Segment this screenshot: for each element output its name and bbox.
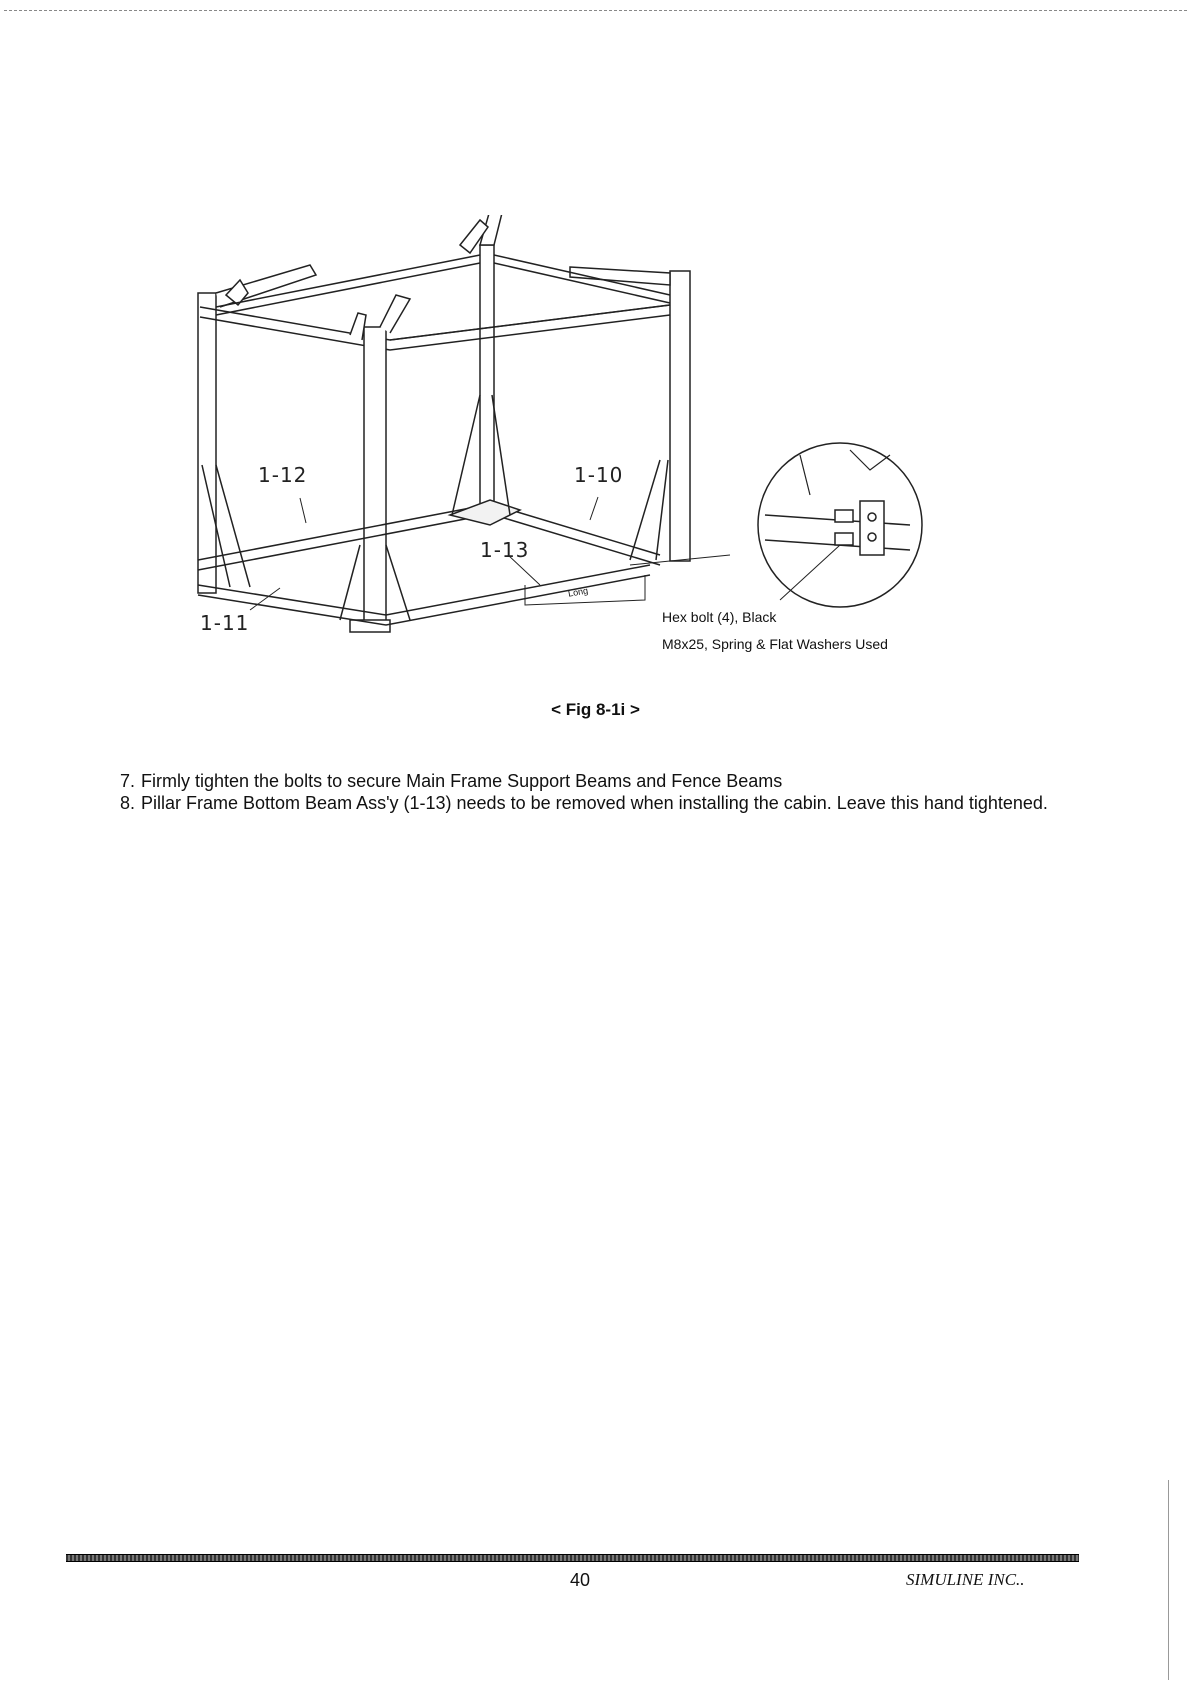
left-back-pillar xyxy=(198,265,316,593)
instruction-number: 8. xyxy=(120,793,136,813)
detail-magnifier xyxy=(758,443,922,607)
label-1-13: 1-13 xyxy=(480,538,530,562)
long-label: Long xyxy=(567,585,589,599)
footer-rule xyxy=(66,1554,1079,1562)
instruction-text: Pillar Frame Bottom Beam Ass'y (1-13) needs to be removed when installing the cabin. Leave this hand tightened. xyxy=(141,793,1048,813)
top-beam-front xyxy=(200,305,670,350)
instruction-item xyxy=(120,792,1070,814)
page-number: 40 xyxy=(570,1570,591,1590)
company-name: SIMULINE INC.. xyxy=(906,1570,1025,1589)
instruction-list xyxy=(120,770,1070,814)
callout-bolt-type: Hex bolt (4), Black xyxy=(662,609,777,625)
margin-line xyxy=(1168,1480,1169,1680)
label-1-11: 1-11 xyxy=(200,611,250,635)
figure-caption: < Fig 8-1i > xyxy=(551,700,640,719)
front-center-pillar xyxy=(350,295,410,632)
top-beam-front-right xyxy=(390,305,670,340)
top-rule xyxy=(4,10,1187,11)
right-back-pillar xyxy=(570,267,690,561)
instruction-text: Firmly tighten the bolts to secure Main Frame Support Beams and Fence Beams xyxy=(141,771,783,791)
frame-drawing xyxy=(190,215,1010,695)
frame-assembly-figure xyxy=(190,215,1010,695)
label-1-10: 1-10 xyxy=(574,463,624,487)
diagonal-braces xyxy=(202,395,668,620)
label-1-12: 1-12 xyxy=(258,463,308,487)
instruction-number: 7. xyxy=(120,771,136,791)
callout-bolt-spec: M8x25, Spring & Flat Washers Used xyxy=(662,636,888,652)
center-back-pillar xyxy=(460,215,502,515)
bottom-beam-left xyxy=(198,505,486,570)
instruction-item xyxy=(120,770,1070,792)
